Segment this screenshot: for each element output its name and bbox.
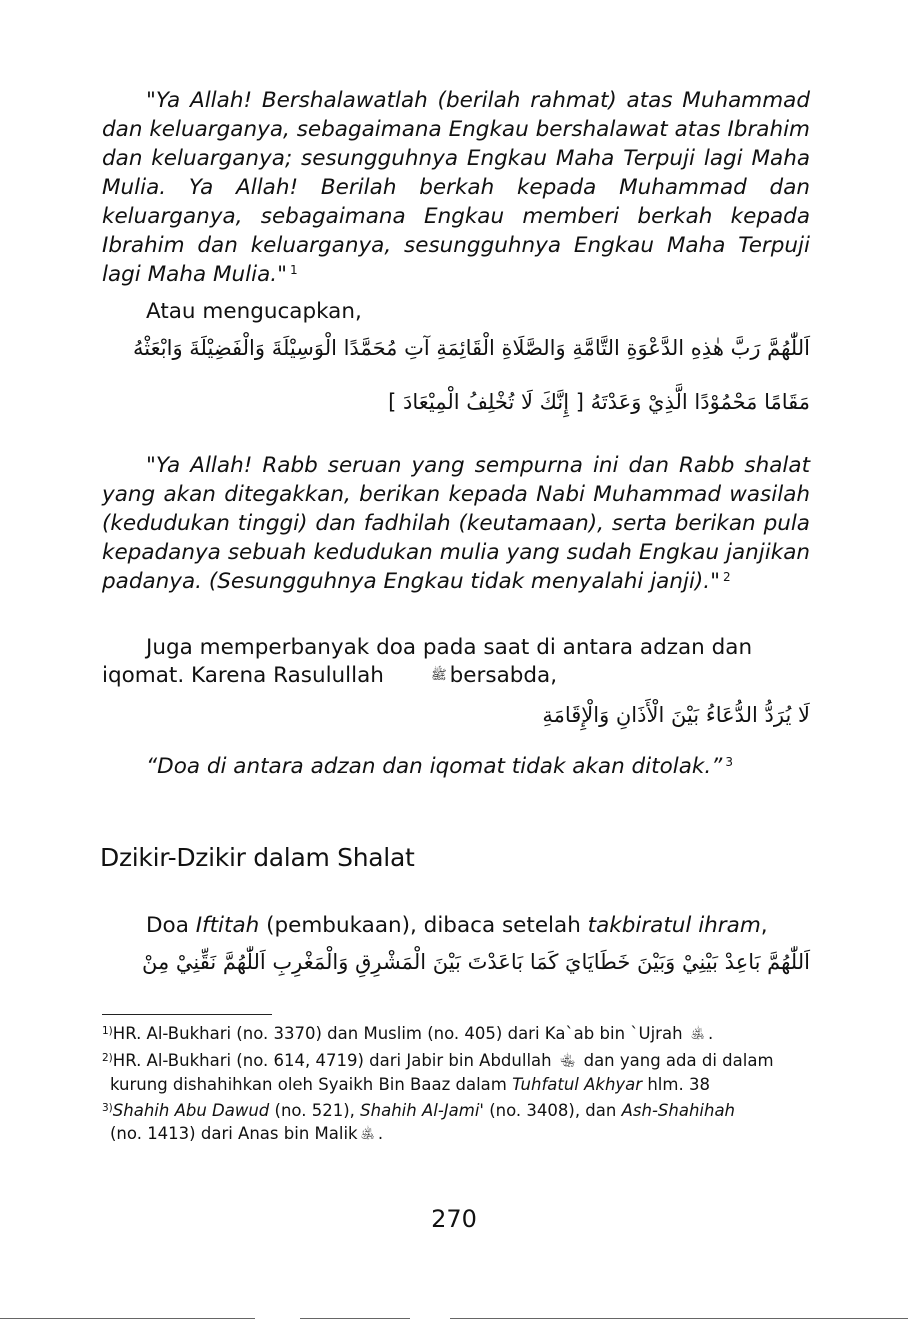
footnote-divider xyxy=(102,1014,272,1015)
radhiyallahu-honorific-icon: ﵁ xyxy=(360,1127,375,1142)
footnote-ref-1: 1 xyxy=(290,263,298,277)
footnote-3: $^{3)}$Shahih Abu Dawud (no. 521), Shahih Al-Jami' (no. 3408), dan Ash-Shahihah (no. 1413) dari Anas bin Malik ﵁ . xyxy=(102,1099,818,1146)
arabic-prayer-line-2: مَقَامًا مَحْمُوْدًا الَّذِيْ وَعَدْتَهُ [ إِنَّكَ لَا تُخْلِفُ الْمِيْعَادَ ] xyxy=(388,390,810,414)
intro-adzan-iqomat: Juga memperbanyak doa pada saat di antara adzan dan iqomat. Karena Rasulullah ﷺ bersabda, xyxy=(102,635,753,688)
scan-edge-line-left xyxy=(0,1318,255,1319)
arabic-hadith: لَا يُرَدُّ الدُّعَاءُ بَيْنَ الْأَذَانِ وَالْإِقَامَةِ xyxy=(542,703,810,727)
prayer-translation-2: "Ya Allah! Rabb seruan yang sempurna ini dan Rabb shalat yang akan ditegakkan, berikan kepada Nabi Muhammad wasilah (kedudukan tinggi) dan fadhilah (keutamaan), serta berikan pula kepadanya sebuah kedudukan mulia yang sudah Engkau janjikan padanya. (Sesungguhnya Engkau tidak menyalahi janji)." $^2$ xyxy=(102,453,810,594)
section-heading: Dzikir-Dzikir dalam Shalat xyxy=(100,843,415,872)
footnote-ref-2: 2 xyxy=(723,570,731,584)
salawat-honorific-icon: ﷺ xyxy=(430,668,447,683)
arabic-prayer-line-1: اَللّٰهُمَّ رَبَّ هٰذِهِ الدَّعْوَةِ التَّامَّةِ وَالصَّلَاةِ الْقَائِمَةِ آتِ مُحَمَّدًا الْوَسِيْلَةَ وَالْفَضِيْلَةَ وَابْعَثْهُ xyxy=(133,336,810,360)
intro-atau-mengucapkan: Atau mengucapkan, xyxy=(146,299,362,324)
radhiyallahu-anhuma-honorific-icon: ﵄ xyxy=(559,1054,576,1069)
intro-iftitah: Doa Iftitah (pembukaan), dibaca setelah takbiratul ihram, xyxy=(146,913,768,938)
footnote-ref-3: 3 xyxy=(725,755,733,769)
scan-edge-line-mid xyxy=(300,1318,410,1319)
arabic-iftitah-line: اَللّٰهُمَّ بَاعِدْ بَيْنِيْ وَبَيْنَ خَطَايَايَ كَمَا بَاعَدْتَ بَيْنَ الْمَشْرِقِ وَالْمَغْرِبِ اَللّٰهُمَّ نَقِّنِيْ مِنْ xyxy=(141,950,810,974)
footnote-2: $^{2)}$HR. Al-Bukhari (no. 614, 4719) dari Jabir bin Abdullah ﵄ dan yang ada di dalam kurung dishahihkan oleh Syaikh Bin Baaz dalam Tuhfatul Akhyar hlm. 38 xyxy=(102,1051,774,1094)
page-number: 270 xyxy=(431,1205,477,1233)
scan-edge-line-right xyxy=(450,1318,908,1319)
prayer-translation-1: "Ya Allah! Bershalawatlah (berilah rahmat) atas Muhammad dan keluarganya, sebagaimana Engkau bershalawat atas Ibrahim dan keluarganya; sesungguhnya Engkau Maha Terpuji lagi Maha Mulia. Ya Allah! Berilah berkah kepada Muhammad dan keluarganya, sebagaimana Engkau memberi berkah kepada Ibrahim dan keluarganya, sesungguhnya Engkau Maha Terpuji lagi Maha Mulia." $^1$ xyxy=(102,88,810,287)
hadith-translation: “Doa di antara adzan dan iqomat tidak akan ditolak.” $^3$ xyxy=(146,754,733,779)
radhiyallahu-honorific-icon: ﵁ xyxy=(690,1027,706,1042)
footnote-1: $^{1)}$HR. Al-Bukhari (no. 3370) dan Muslim (no. 405) dari Ka`ab bin `Ujrah ﵁ . xyxy=(102,1022,818,1046)
